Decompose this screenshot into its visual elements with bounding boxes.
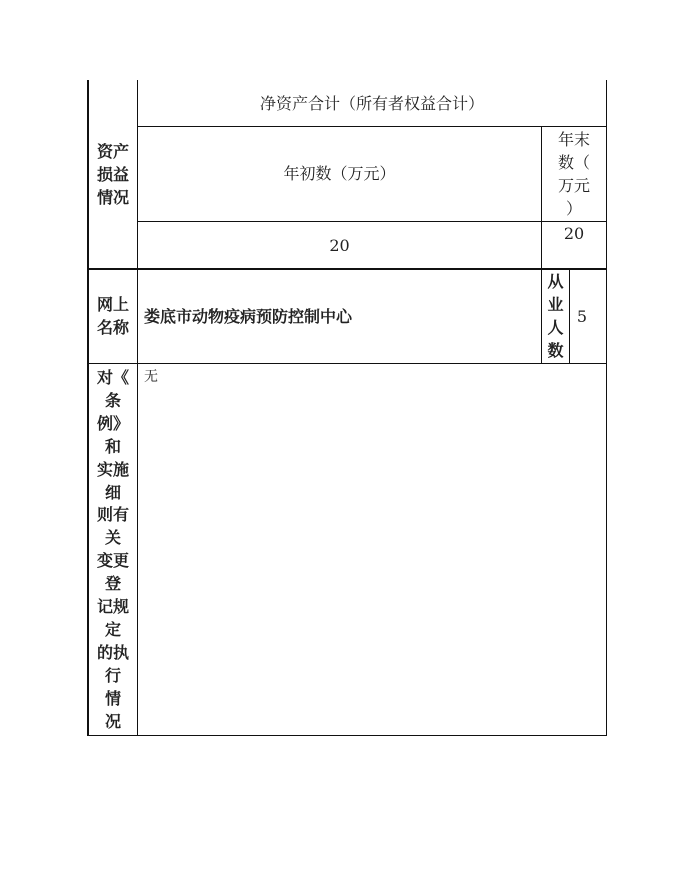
section-divider-1 [87,268,607,270]
online-name-value: 娄底市动物疫病预防控制中心 [144,307,353,326]
rules-execution-label: 对《 条 例》 和 实施 细 则有 关 变更 登 记规 定 的执 行 情 况 [96,368,129,731]
assets-section-label: 资产 损益 情况 [96,142,129,207]
online-name-label: 网上 名称 [96,295,129,337]
staff-count-value: 5 [576,307,588,326]
table-border-right [606,80,607,736]
table-border-bottom [87,735,607,736]
begin-year-header: 年初数（万元） [283,164,396,183]
staff-count-label: 从 业 人 数 [547,272,564,360]
end-year-header: 年末 数（ 万元 ） [557,130,590,218]
row-divider-1 [137,126,607,127]
end-year-value: 20 [563,224,585,243]
row-divider-2 [137,221,607,222]
begin-year-value: 20 [329,236,350,255]
net-assets-total-header: 净资产合计（所有者权益合计） [259,94,484,113]
section-divider-2 [87,363,607,364]
rules-execution-value: 无 [144,369,158,385]
